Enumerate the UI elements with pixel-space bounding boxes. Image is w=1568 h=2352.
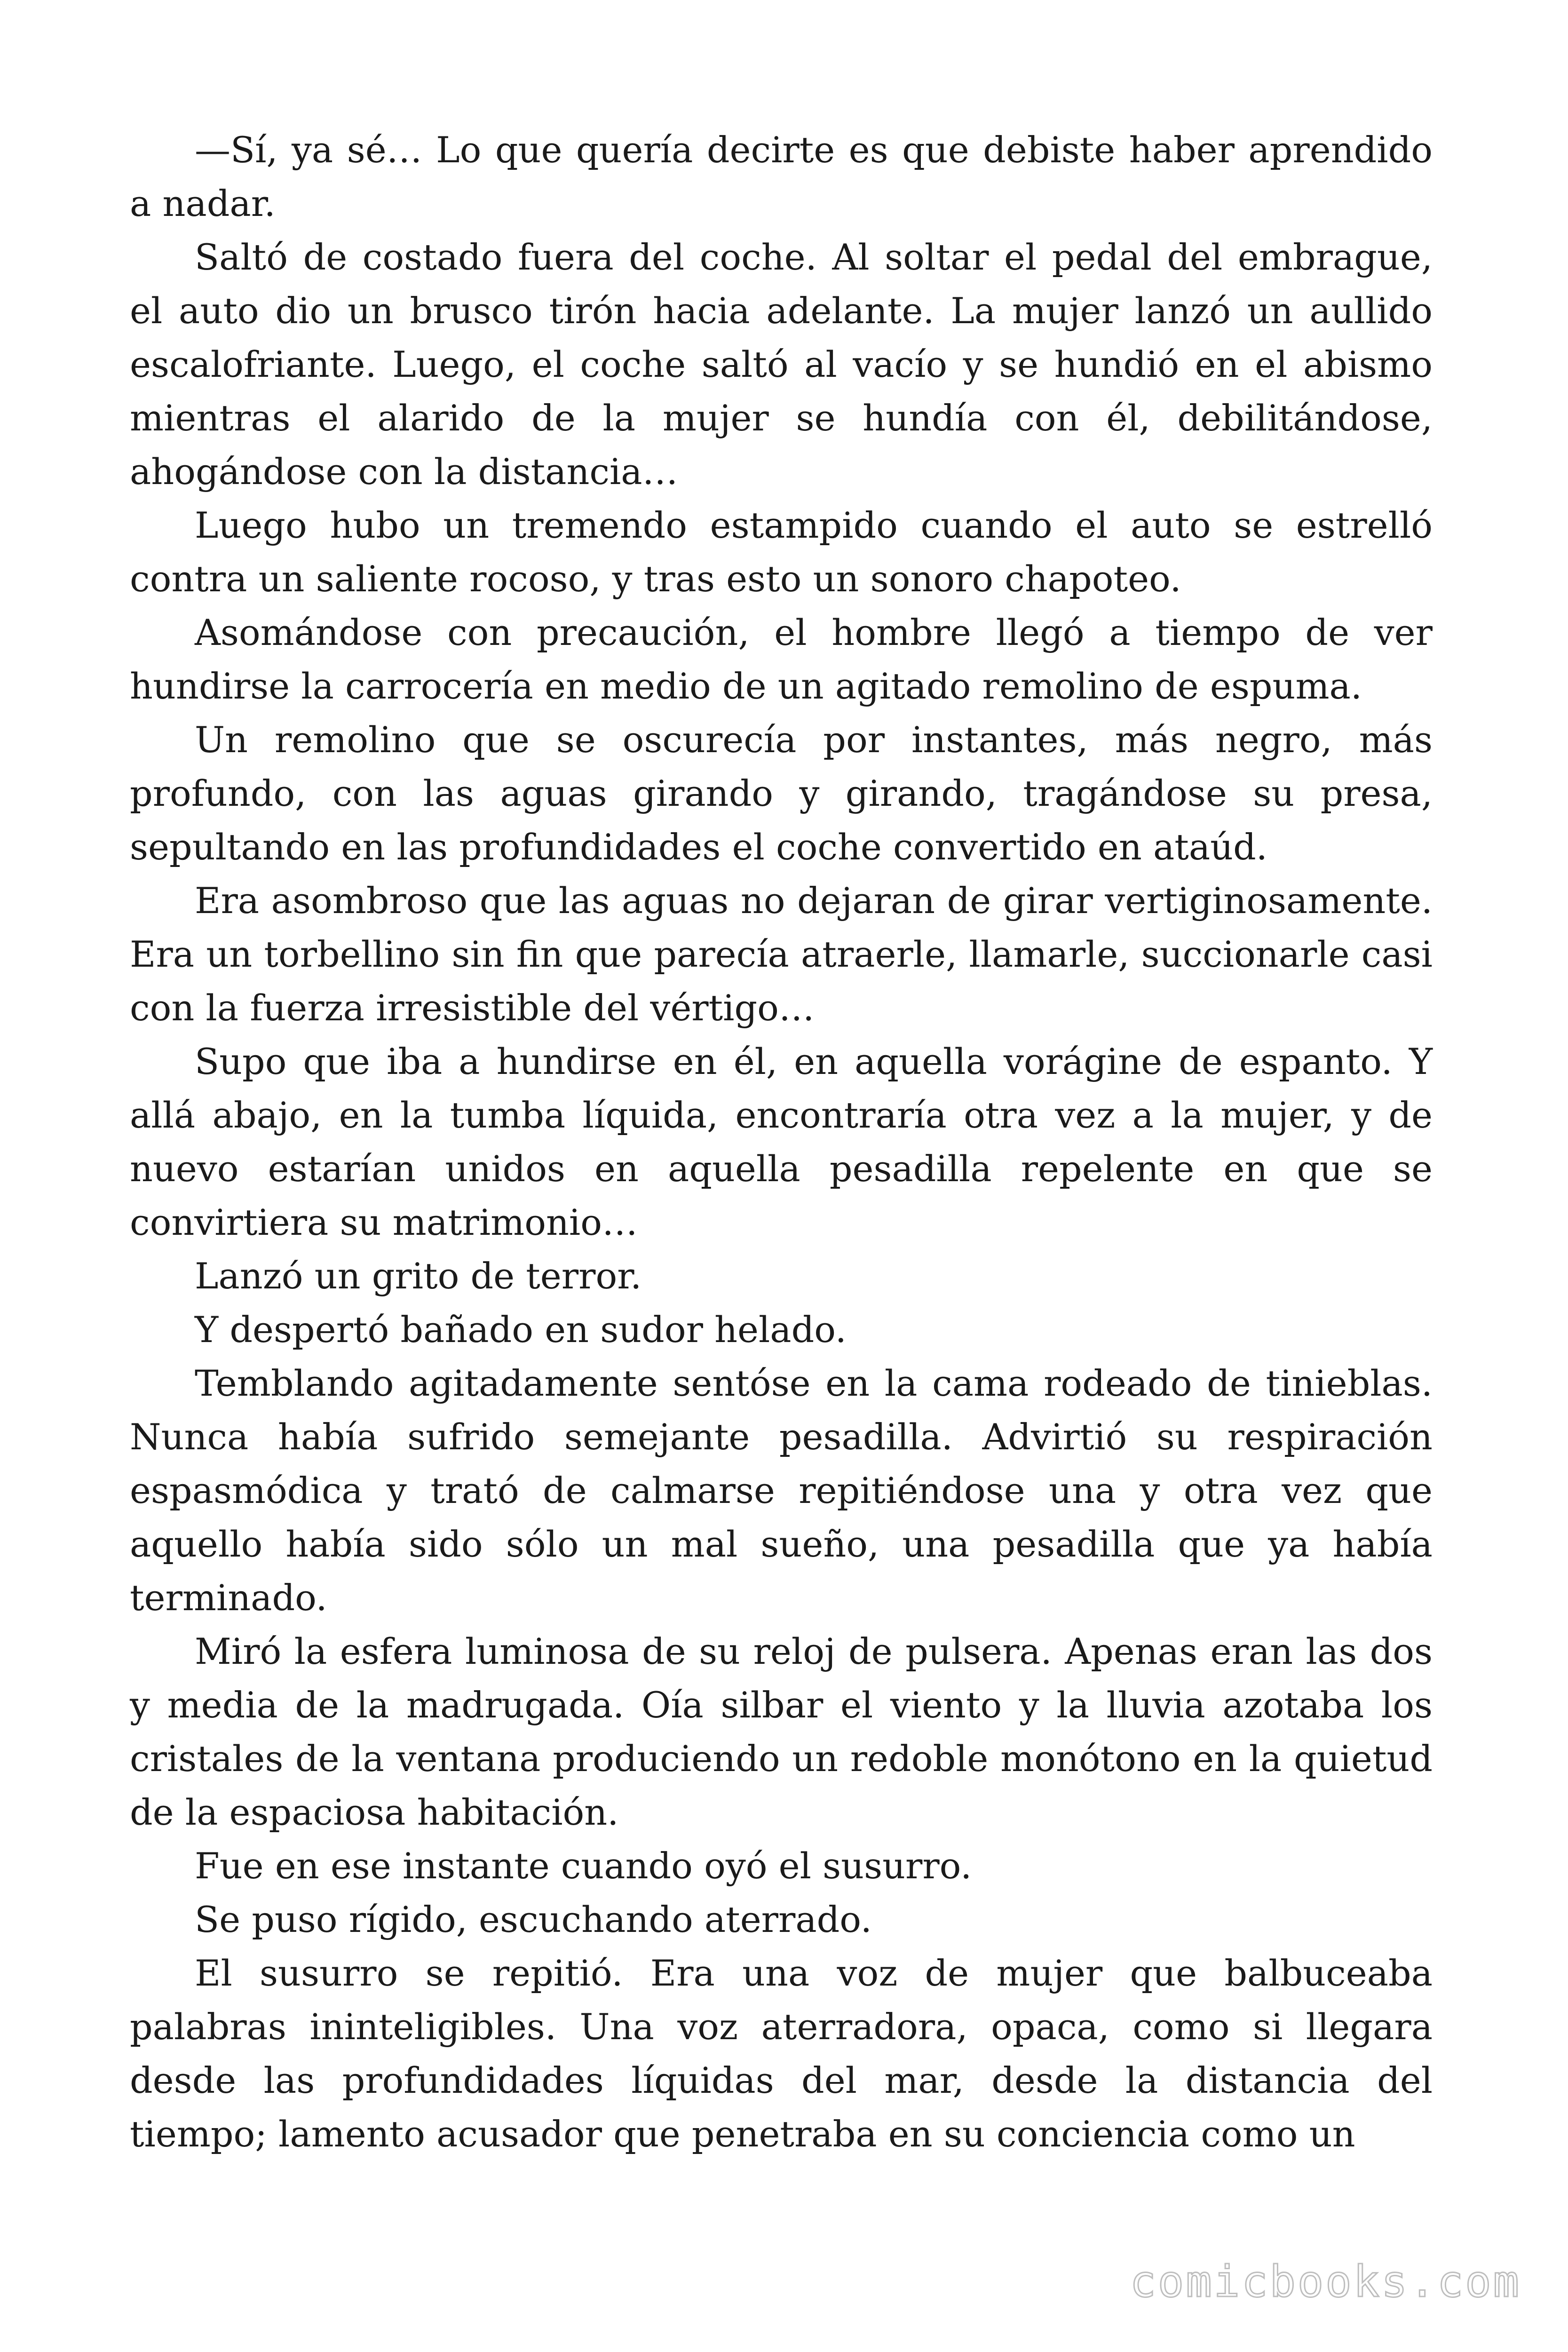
paragraph: Se puso rígido, escuchando aterrado. xyxy=(195,1899,872,1940)
paragraph: Temblando agitadamente sentóse en la cama rodeado de tinieblas. Nunca había sufrido semejante pesadilla. Advirtió su respiración espasmódica y trató de calmarse repitiéndose una y otra vez que aquello había sido sólo un mal sueño, una pesadilla que ya había terminado. xyxy=(130,1362,1433,1619)
paragraph: Y despertó bañado en sudor helado. xyxy=(195,1309,847,1351)
paragraph: Un remolino que se oscurecía por instantes, más negro, más profundo, con las aguas girando y girando, tragándose su presa, sepultando en las profundidades el coche convertido en ataúd. xyxy=(130,719,1433,868)
paragraph: —Sí, ya sé… Lo que quería decirte es que debiste haber aprendido a nadar. xyxy=(130,129,1433,224)
page-body-text xyxy=(130,123,1433,2161)
paragraph: Fue en ese instante cuando oyó el susurro. xyxy=(195,1845,972,1887)
paragraph: El susurro se repitió. Era una voz de mujer que balbuceaba palabras ininteligibles. Una voz aterradora, opaca, como si llegara desde las profundidades líquidas del mar, desde la distancia del tiempo; lamento acusador que penetraba en su conciencia como un xyxy=(130,1952,1433,2155)
paragraph: Lanzó un grito de terror. xyxy=(195,1255,642,1297)
paragraph: Miró la esfera luminosa de su reloj de pulsera. Apenas eran las dos y media de la madrugada. Oía silbar el viento y la lluvia azotaba los cristales de la ventana produciendo un redoble monótono en la quietud de la espaciosa habitación. xyxy=(130,1630,1433,1833)
paragraph: Era asombroso que las aguas no dejaran de girar vertiginosamente. Era un torbellino sin fin que parecía atraerle, llamarle, succionarle casi con la fuerza irresistible del vértigo… xyxy=(130,880,1433,1029)
watermark-text: comicbooks.com xyxy=(1130,2257,1521,2307)
paragraph: Luego hubo un tremendo estampido cuando el auto se estrelló contra un saliente rocoso, y tras esto un sonoro chapoteo. xyxy=(130,504,1433,600)
paragraph: Saltó de costado fuera del coche. Al soltar el pedal del embrague, el auto dio un brusco tirón hacia adelante. La mujer lanzó un aullido escalofriante. Luego, el coche saltó al vacío y se hundió en el abismo mientras el alarido de la mujer se hundía con él, debilitándose, ahogándose con la distancia… xyxy=(130,236,1433,493)
paragraph: Supo que iba a hundirse en él, en aquella vorágine de espanto. Y allá abajo, en la tumba líquida, encontraría otra vez a la mujer, y de nuevo estarían unidos en aquella pesadilla repelente en que se convirtiera su matrimonio… xyxy=(130,1041,1433,1243)
paragraph: Asomándose con precaución, el hombre llegó a tiempo de ver hundirse la carrocería en medio de un agitado remolino de espuma. xyxy=(130,612,1433,707)
